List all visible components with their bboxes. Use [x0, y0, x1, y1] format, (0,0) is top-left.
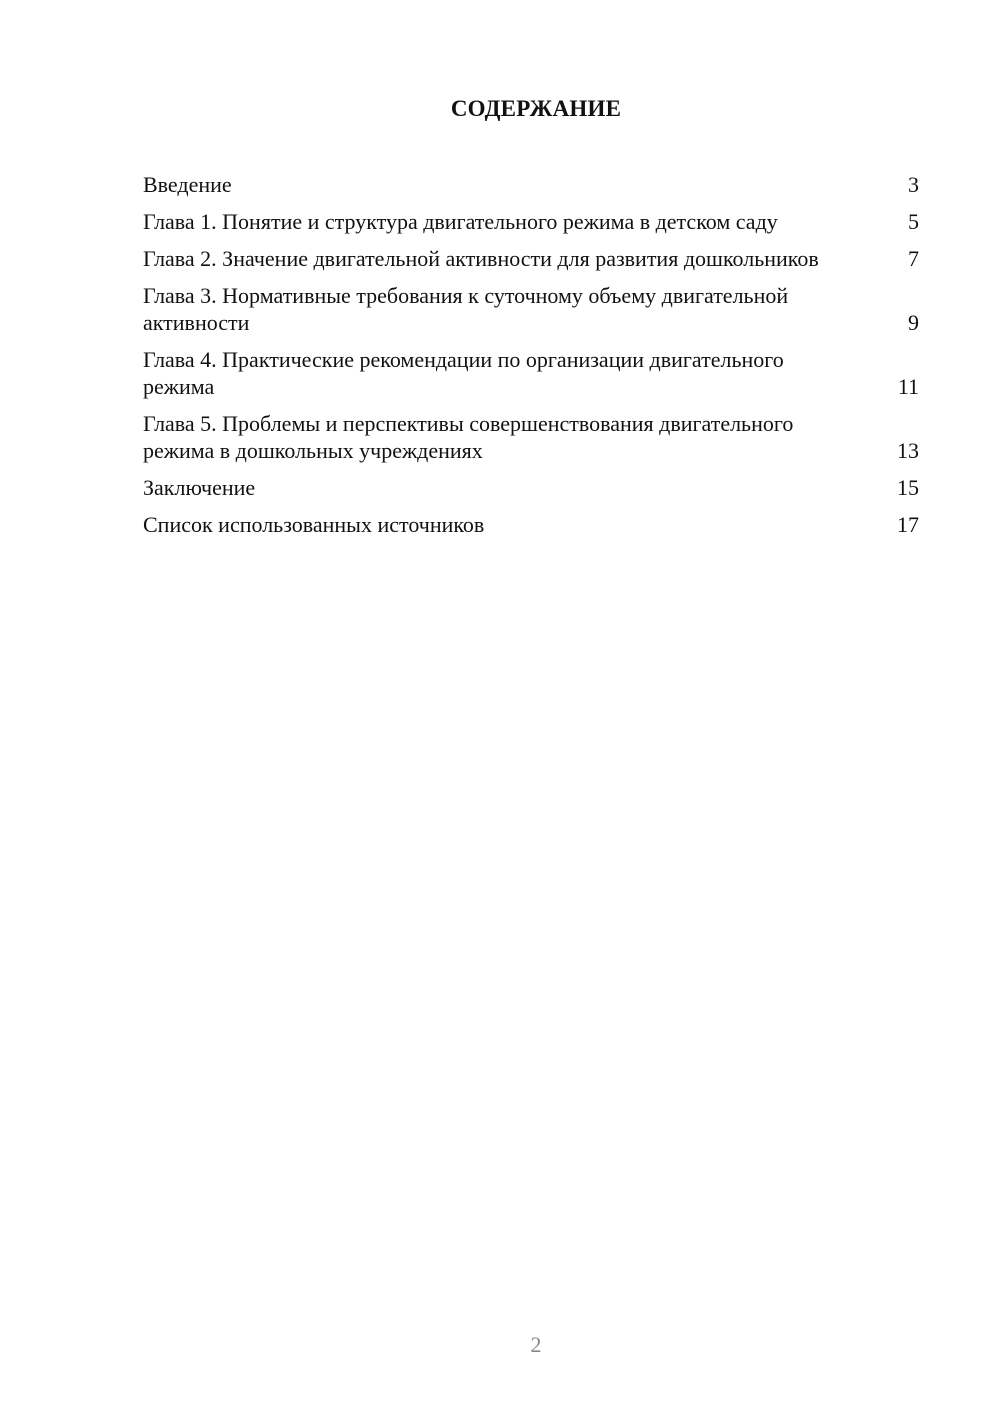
toc-entry[interactable]	[143, 410, 919, 464]
toc-entry-title: Глава 1. Понятие и структура двигательного режима в детском саду	[143, 209, 778, 234]
toc-entry-page: 7	[908, 246, 919, 271]
toc-entry[interactable]	[143, 474, 919, 501]
toc-entry[interactable]	[143, 346, 919, 400]
toc-entry[interactable]	[143, 511, 919, 538]
toc-entry-title: Глава 3. Нормативные требования к суточному объему двигательной активности	[143, 283, 789, 335]
toc-entry-title: Глава 2. Значение двигательной активности для развития дошкольников	[143, 246, 819, 271]
toc-list	[143, 171, 919, 548]
toc-entry[interactable]	[143, 208, 919, 235]
toc-entry[interactable]	[143, 282, 919, 336]
toc-entry-page: 11	[897, 374, 919, 399]
toc-entry-page: 13	[897, 438, 919, 463]
toc-entry-page: 5	[908, 209, 919, 234]
toc-entry-title: Глава 4. Практические рекомендации по организации двигательного режима	[143, 347, 784, 399]
toc-entry-page: 15	[897, 475, 919, 500]
toc-entry-title: Глава 5. Проблемы и перспективы совершенствования двигательного режима в дошкольных учреждениях	[143, 411, 794, 463]
toc-entry-title: Список использованных источников	[143, 512, 485, 537]
toc-entry-title: Заключение	[143, 475, 256, 500]
toc-entry-page: 3	[908, 172, 919, 197]
toc-entry-page: 17	[897, 512, 919, 537]
toc-title: СОДЕРЖАНИЕ	[450, 96, 622, 121]
toc-entry-title: Введение	[143, 172, 232, 197]
page-number: 2	[530, 1332, 542, 1357]
toc-entry[interactable]	[143, 171, 919, 198]
toc-entry[interactable]	[143, 245, 919, 272]
toc-entry-page: 9	[908, 310, 919, 335]
